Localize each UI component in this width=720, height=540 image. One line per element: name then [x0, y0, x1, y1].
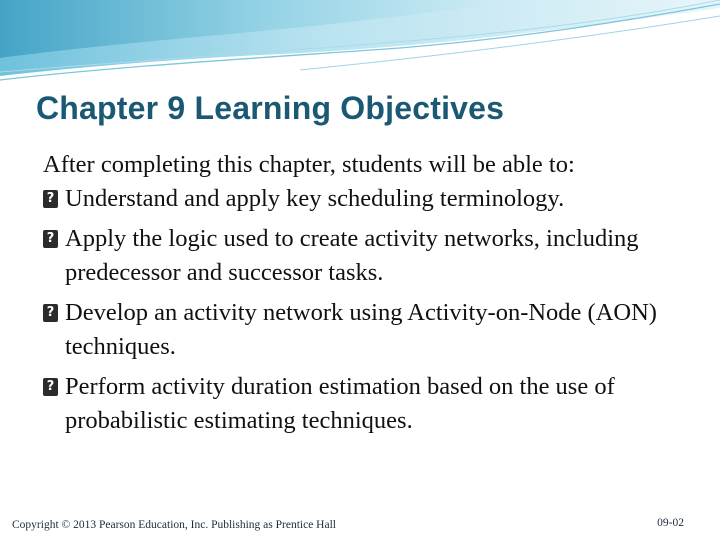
- list-item-text: Understand and apply key scheduling terminology.: [65, 185, 565, 212]
- objectives-list: [43, 182, 703, 438]
- list-item: [43, 370, 703, 438]
- list-item-text: Apply the logic used to create activity networks, including predecessor and successor tasks.: [65, 225, 639, 286]
- square-bullet-icon: ?: [43, 190, 58, 208]
- slide-number: 09-02: [657, 517, 684, 529]
- list-item: [43, 222, 703, 290]
- decorative-wave-header: [0, 0, 720, 90]
- copyright-footer: Copyright © 2013 Pearson Education, Inc. Publishing as Prentice Hall: [12, 519, 336, 531]
- square-bullet-icon: ?: [43, 230, 58, 248]
- list-item-text: Develop an activity network using Activity-on-Node (AON) techniques.: [65, 299, 657, 360]
- slide-body: [43, 148, 703, 444]
- list-item-text: Perform activity duration estimation based on the use of probabilistic estimating techniques.: [65, 373, 615, 434]
- square-bullet-icon: ?: [43, 304, 58, 322]
- intro-text: After completing this chapter, students will be able to:: [43, 151, 575, 178]
- square-bullet-icon: ?: [43, 378, 58, 396]
- list-item: [43, 182, 703, 216]
- slide-title: Chapter 9 Learning Objectives: [36, 90, 505, 126]
- list-item: [43, 296, 703, 364]
